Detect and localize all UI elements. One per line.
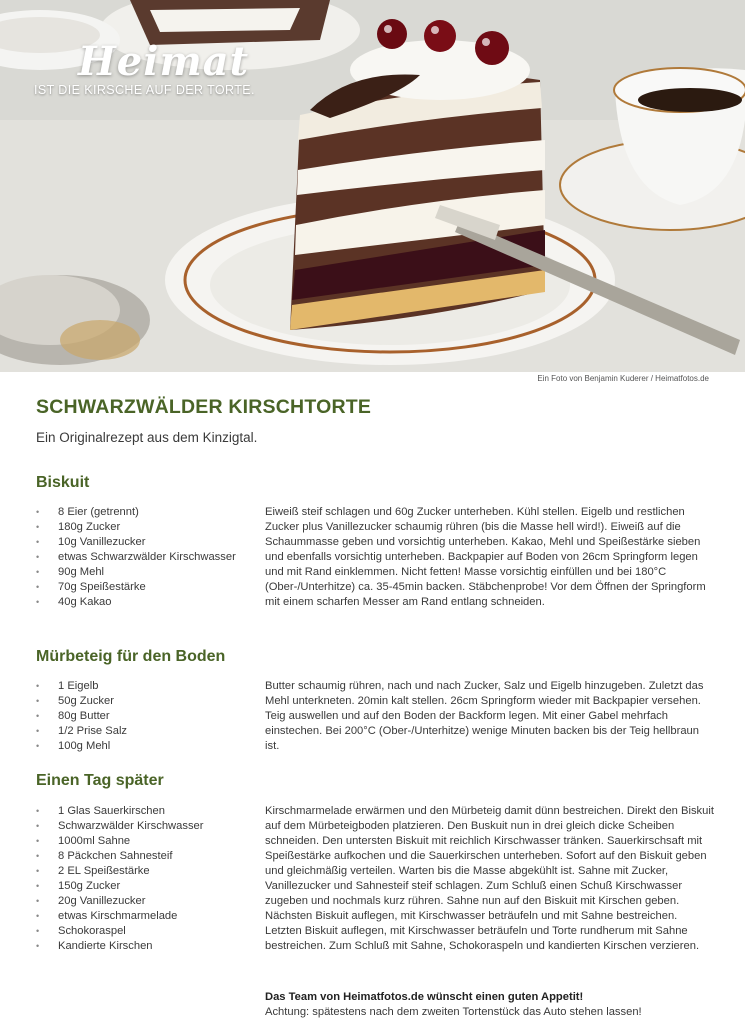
list-item: • 10g Vanillezucker (36, 535, 246, 550)
recipe-title: SCHWARZWÄLDER KIRSCHTORTE (36, 396, 372, 418)
list-item: • etwas Kirschmarmelade (36, 909, 246, 924)
list-item: • 100g Mehl (36, 739, 246, 754)
list-item: • 1000ml Sahne (36, 834, 246, 849)
brand-name: Heimat (78, 38, 250, 85)
list-item: • 50g Zucker (36, 694, 246, 709)
ingredient-list-biskuit (36, 505, 246, 610)
list-item: • 40g Kakao (36, 595, 246, 610)
section-heading-einen-tag-spaeter: Einen Tag später (36, 772, 164, 789)
list-item: • 8 Eier (getrennt) (36, 505, 246, 520)
list-item: • 150g Zucker (36, 879, 246, 894)
ingredient-list-einen-tag-spaeter (36, 804, 246, 954)
list-item: • 2 EL Speißestärke (36, 864, 246, 879)
ingredient-list-muerbeteig (36, 679, 246, 754)
sign-off-text: Das Team von Heimatfotos.de wünscht einen guten Appetit! (265, 991, 584, 1003)
list-item: • 180g Zucker (36, 520, 246, 535)
instructions-muerbeteig: Butter schaumig rühren, nach und nach Zucker, Salz und Eigelb hinzugeben. Zuletzt das Mehl unterkneten. 20min kalt stellen. 26cm Springform wieder mit Backpapier versehen. Teig auswellen und auf den Boden der Backform legen. Mit einer Gabel mehrfach einstechen. Bei 200°C (Ober-/Unterhitze) wenige Minuten backen bis der Teig hellbraun ist. (265, 680, 704, 752)
list-item: • 1 Eigelb (36, 679, 246, 694)
brand-tagline: IST DIE KIRSCHE AUF DER TORTE. (34, 83, 255, 97)
list-item: • 20g Vanillezucker (36, 894, 246, 909)
photo-credit: Ein Foto von Benjamin Kuderer / Heimatfotos.de (537, 374, 709, 383)
brand-logo (34, 38, 255, 97)
list-item: • Schwarzwälder Kirschwasser (36, 819, 246, 834)
list-item: • 90g Mehl (36, 565, 246, 580)
list-item: • Schokoraspel (36, 924, 246, 939)
recipe-subtitle: Ein Originalrezept aus dem Kinzigtal. (36, 430, 258, 445)
sign-off (265, 990, 715, 1020)
instructions-biskuit: Eiweiß steif schlagen und 60g Zucker unterheben. Kühl stellen. Eigelb und restlichen Zucker plus Vanillezucker schaumig rühren (bis die Masse hell wird!). Eiweiß auf die Schaummasse geben und vorsichtig unterheben. Kakao, Mehl und Speißestärke sieben und ebenfalls vorsichtig unterheben. Backpapier auf Boden von 26cm Springform legen und mit Rand einklemmen. Nicht fetten! Masse vorsichtig einfüllen und bei 180°C (Ober-/Unterhitze) ca. 35-45min backen. Stäbchenprobe! Vor dem Öffnen der Springform mit einem scharfen Messer am Rand entlang schneiden. (265, 506, 706, 608)
section-heading-muerbeteig: Mürbeteig für den Boden (36, 648, 226, 665)
list-item: • 8 Päckchen Sahnesteif (36, 849, 246, 864)
instructions-einen-tag-spaeter: Kirschmarmelade erwärmen und den Mürbeteig damit dünn bestreichen. Direkt den Biskuit auf dem Mürbeteigboden platzieren. Den Buskuit nun in drei gleich dicke Scheiben schneiden. Den untersten Biskuit mit reichlich Kirschwasser tränken. Sauerkirschsaft mit Speißestärke aufkochen und die Sauerkirschen unterheben. Sofort auf den Biskuit geben und gleichmäßig verteilen. Warten bis die Masse abgekühlt ist. Sahne mit Zucker, Vanillezucker und Sahnesteif steif schlagen. Zum Schluß einen Schuß Kirschwasser zugeben und nochmals kurz rühren. Sahne nun auf den Biskuit mit Kirschen geben. Nächsten Biskuit auflegen, mit Kirschwasser beträufeln und mit Sahne bestreichen. Letzten Biskuit auflegen, mit Kirschwasser beträufeln und Torte rundherum mit Sahne bestreichen. Zum Schluß mit Sahne, Schokoraspeln und kandierten Kirschen verzieren. (265, 805, 714, 952)
list-item: • 80g Butter (36, 709, 246, 724)
footer-note: Achtung: spätestens nach dem zweiten Tortenstück das Auto stehen lassen! (265, 1006, 642, 1018)
list-item: • 1/2 Prise Salz (36, 724, 246, 739)
list-item: • Kandierte Kirschen (36, 939, 246, 954)
list-item: • etwas Schwarzwälder Kirschwasser (36, 550, 246, 565)
header-photo (0, 0, 745, 372)
section-heading-biskuit: Biskuit (36, 474, 90, 491)
list-item: • 70g Speißestärke (36, 580, 246, 595)
list-item: • 1 Glas Sauerkirschen (36, 804, 246, 819)
